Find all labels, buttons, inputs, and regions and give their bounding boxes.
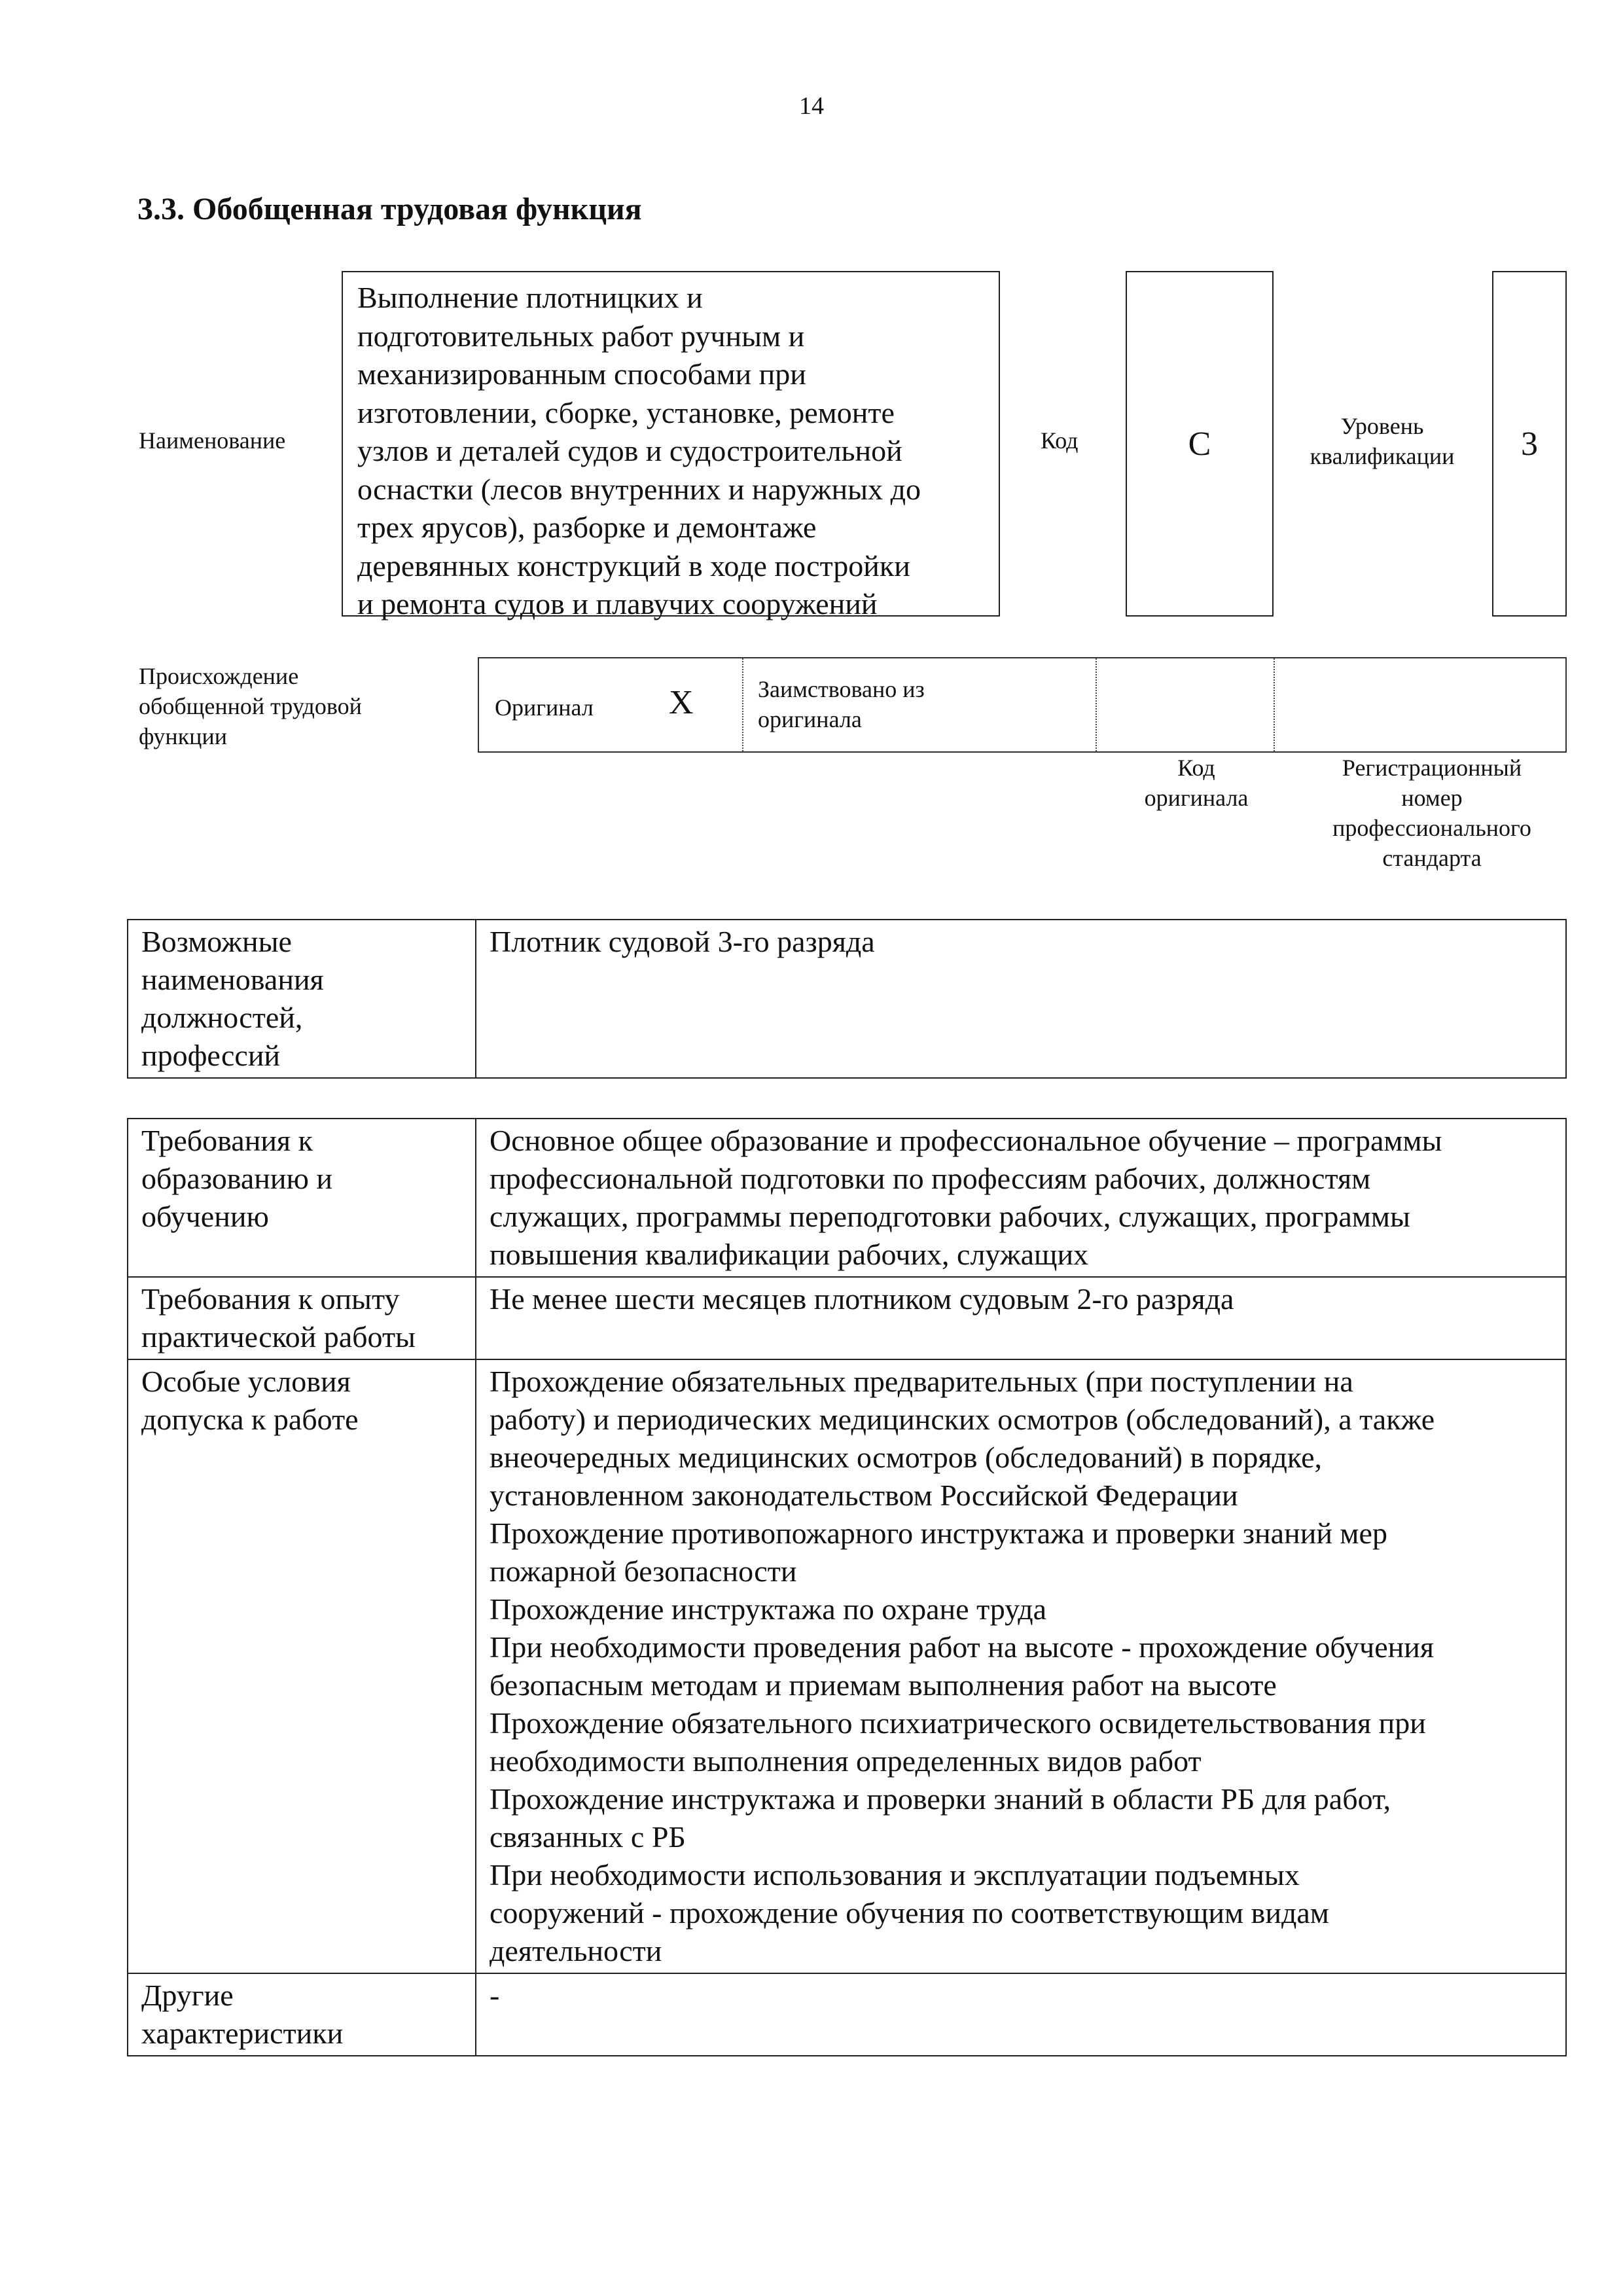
other-characteristics-value-cell: - [476, 1973, 1566, 2056]
level-label-line: Уровень [1340, 413, 1424, 439]
positions-label-line: профессий [141, 1039, 281, 1072]
special-value-line: При необходимости проведения работ на высоте - прохождение обучения [490, 1630, 1435, 1664]
page-number: 14 [799, 92, 824, 120]
positions-label-line: Возможные [141, 925, 292, 958]
special-conditions-label-cell [128, 1359, 476, 1973]
other-label-line: Другие [141, 1979, 234, 2012]
table-row [128, 1119, 1566, 1277]
function-name-line: трех ярусов), разборке и демонтаже [357, 511, 817, 544]
special-conditions-value-cell [476, 1359, 1566, 1973]
origin-label-line: Происхождение [139, 663, 299, 689]
special-value-line: При необходимости использования и эксплуатации подъемных [490, 1858, 1300, 1892]
qualification-level-label [1284, 411, 1480, 471]
caption-line: Регистрационный [1342, 755, 1522, 781]
function-name-line: подготовительных работ ручным и [357, 319, 805, 353]
education-value-cell [476, 1119, 1566, 1277]
special-value-line: связанных с РБ [490, 1820, 686, 1854]
borrowed-label-line: Заимствовано из [758, 676, 925, 702]
borrowed-label [758, 674, 925, 734]
origin-original-cell [479, 658, 743, 751]
borrowed-label-line: оригинала [758, 706, 862, 732]
function-name-line: деревянных конструкций в ходе постройки [357, 548, 910, 583]
function-name-line: и ремонта судов и плавучих сооружений [357, 587, 878, 620]
code-value: С [1188, 425, 1211, 463]
education-value-line: Основное общее образование и профессиональное обучение – программы [490, 1124, 1442, 1157]
special-value-line: безопасным методам и приемам выполнения работ на высоте [490, 1668, 1277, 1702]
education-value-line: служащих, программы переподготовки рабочих, служащих, программы [490, 1200, 1410, 1233]
experience-label-line: практической работы [141, 1320, 416, 1354]
code-value-box [1126, 271, 1274, 617]
code-label: Код [1041, 427, 1079, 454]
caption-line: профессионального [1332, 815, 1531, 841]
function-name-line: узлов и деталей судов и судостроительной [357, 434, 902, 467]
experience-label-cell [128, 1277, 476, 1359]
special-value-line: Прохождение инструктажа и проверки знаний в области РБ для работ, [490, 1782, 1391, 1816]
special-value-line: Прохождение обязательных предварительных (при поступлении на [490, 1365, 1353, 1398]
registration-number-caption [1283, 753, 1581, 873]
requirements-table [127, 1118, 1567, 2056]
origin-label-line: обобщенной трудовой [139, 693, 362, 719]
caption-line: оригинала [1144, 785, 1249, 811]
table-row [128, 1277, 1566, 1359]
experience-value-cell: Не менее шести месяцев плотником судовым 2-го разряда [476, 1277, 1566, 1359]
function-name-line: механизированным способами при [357, 357, 806, 391]
education-label-cell [128, 1119, 476, 1277]
special-value-line: Прохождение обязательного психиатрического освидетельствования при [490, 1706, 1426, 1740]
special-label-line: допуска к работе [141, 1403, 359, 1436]
table-row [128, 1359, 1566, 1973]
table-row [128, 920, 1566, 1078]
origin-label [139, 661, 433, 751]
special-value-line: сооружений - прохождение обучения по соответствующим видам [490, 1896, 1329, 1929]
special-value-line: пожарной безопасности [490, 1554, 797, 1588]
special-value-line: внеочередных медицинских осмотров (обследований) в порядке, [490, 1441, 1323, 1474]
function-name-line: оснастки (лесов внутренних и наружных до [357, 472, 921, 506]
education-label-line: обучению [141, 1200, 269, 1233]
education-label-line: Требования к [141, 1124, 313, 1157]
positions-table [127, 919, 1567, 1079]
caption-line: стандарта [1382, 845, 1482, 871]
special-label-line: Особые условия [141, 1365, 351, 1398]
original-code-caption [1099, 753, 1293, 813]
origin-reg-number-cell [1275, 658, 1565, 751]
education-value-line: профессиональной подготовки по профессиям рабочих, должностям [490, 1162, 1371, 1195]
origin-table [478, 657, 1567, 753]
other-label-line: характеристики [141, 2017, 344, 2050]
qualification-level-box [1492, 271, 1567, 617]
origin-code-cell [1097, 658, 1275, 751]
original-label: Оригинал [495, 694, 594, 721]
education-label-line: образованию и [141, 1162, 332, 1195]
special-value-line: необходимости выполнения определенных видов работ [490, 1744, 1202, 1778]
special-value-line: Прохождение противопожарного инструктажа и проверки знаний мер [490, 1516, 1387, 1550]
other-characteristics-label-cell [128, 1973, 476, 2056]
section-heading: 3.3. Обобщенная трудовая функция [137, 192, 642, 226]
qualification-level-value: 3 [1521, 425, 1538, 463]
origin-borrowed-cell [743, 658, 1097, 751]
function-name-box [342, 271, 1000, 620]
caption-line: номер [1401, 785, 1463, 811]
special-value-line: работу) и периодических медицинских осмотров (обследований), а также [490, 1403, 1435, 1436]
special-value-line: деятельности [490, 1934, 662, 1967]
name-label: Наименование [139, 427, 286, 454]
function-name-line: изготовлении, сборке, установке, ремонте [357, 395, 895, 429]
special-value-line: Прохождение инструктажа по охране труда [490, 1592, 1047, 1626]
original-mark: Х [669, 684, 694, 721]
table-row [128, 1973, 1566, 2056]
level-label-line: квалификации [1310, 443, 1455, 469]
positions-value-cell: Плотник судовой 3-го разряда [476, 920, 1566, 1078]
positions-label-line: должностей, [141, 1001, 303, 1034]
positions-label-cell [128, 920, 476, 1078]
caption-line: Код [1177, 755, 1215, 781]
origin-label-line: функции [139, 723, 227, 749]
experience-label-line: Требования к опыту [141, 1282, 400, 1316]
special-value-line: установленном законодательством Российской Федерации [490, 1479, 1238, 1512]
positions-label-line: наименования [141, 963, 324, 996]
function-name-line: Выполнение плотницких и [357, 281, 703, 314]
education-value-line: повышения квалификации рабочих, служащих [490, 1238, 1089, 1271]
